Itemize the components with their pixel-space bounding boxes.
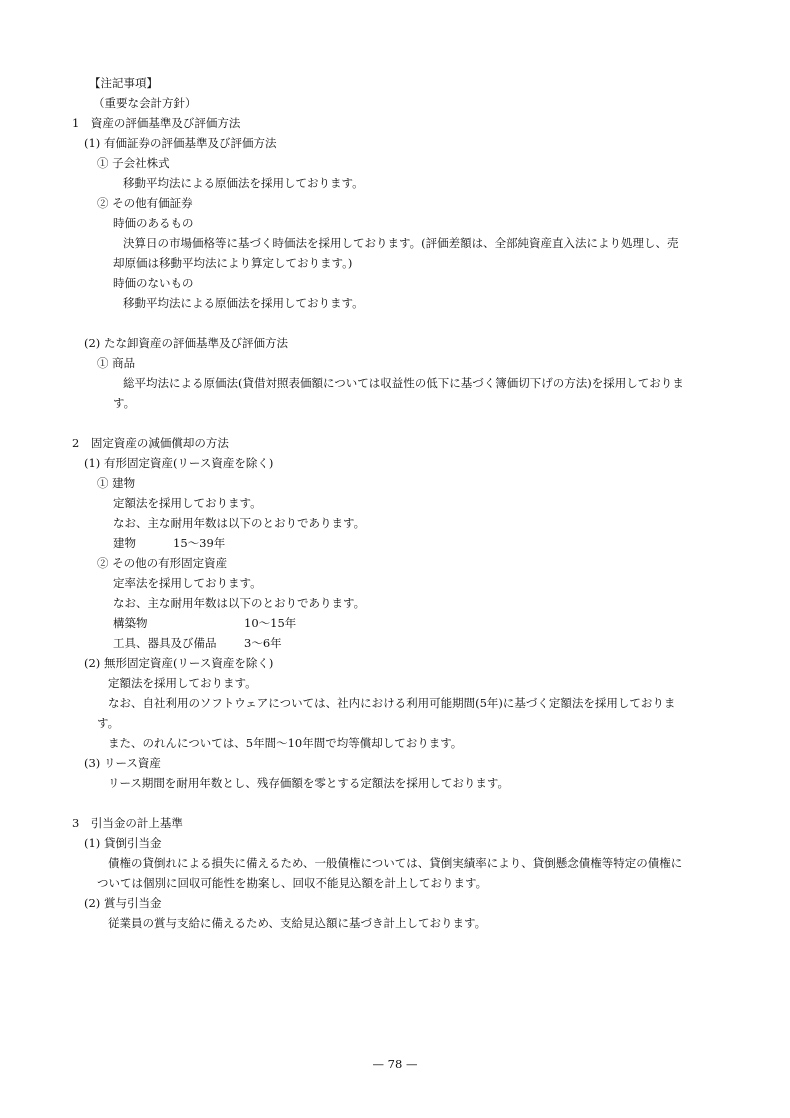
body-text: また、のれんについては、5年間〜10年間で均等償却しております。 [108, 736, 463, 750]
subsubitem-heading: ② その他の有形固定資産 [97, 556, 228, 570]
notes-heading: 【注記事項】 [89, 76, 158, 90]
subitem-heading: (2) 無形固定資産(リース資産を除く) [84, 656, 274, 670]
body-text: 却原価は移動平均法により算定しております。) [113, 256, 353, 270]
subitem-heading: (2) 賞与引当金 [84, 896, 162, 910]
useful-life-value: 10〜15年 [244, 616, 297, 630]
body-text: 定額法を採用しております。 [108, 676, 257, 690]
subsubitem-heading: ① 子会社株式 [97, 156, 170, 170]
body-text: なお、主な耐用年数は以下のとおりであります。 [113, 596, 366, 610]
body-text: 時価のないもの [113, 276, 194, 290]
subitem-heading: (1) 貸倒引当金 [84, 836, 162, 850]
body-text: 定額法を採用しております。 [113, 496, 262, 510]
body-text: 従業員の賞与支給に備えるため、支給見込額に基づき計上しております。 [108, 916, 487, 930]
body-text: 総平均法による原価法(貸借対照表価額については収益性の低下に基づく簿価切下げの方法)を採用しておりま [123, 376, 684, 390]
body-text: 債権の貸倒れによる損失に備えるため、一般債権については、貸倒実績率により、貸倒懸念債権等特定の債権に [108, 856, 683, 870]
item-2-heading: 2 固定資産の減価償却の方法 [72, 436, 229, 450]
subsubitem-heading: ① 建物 [97, 476, 136, 490]
useful-life-label: 建物 [113, 536, 136, 550]
body-text: す。 [97, 716, 120, 730]
section-heading: （重要な会計方針） [93, 96, 197, 110]
useful-life-label: 構築物 [113, 616, 148, 630]
subitem-heading: (1) 有価証券の評価基準及び評価方法 [84, 136, 277, 150]
useful-life-value: 3〜6年 [244, 636, 282, 650]
useful-life-value: 15〜39年 [173, 536, 226, 550]
body-text: 時価のあるもの [113, 216, 194, 230]
body-text: 移動平均法による原価法を採用しております。 [123, 176, 364, 190]
subitem-heading: (3) リース資産 [84, 756, 161, 770]
body-text: す。 [113, 396, 136, 410]
body-text: 移動平均法による原価法を採用しております。 [123, 296, 364, 310]
body-text: リース期間を耐用年数とし、残存価額を零とする定額法を採用しております。 [108, 776, 510, 790]
useful-life-label: 工具、器具及び備品 [113, 636, 217, 650]
subsubitem-heading: ① 商品 [97, 356, 136, 370]
body-text: 定率法を採用しております。 [113, 576, 262, 590]
page-number: — 78 — [372, 1057, 418, 1071]
body-text: なお、主な耐用年数は以下のとおりであります。 [113, 516, 366, 530]
body-text: ついては個別に回収可能性を勘案し、回収不能見込額を計上しております。 [97, 876, 488, 890]
item-3-heading: 3 引当金の計上基準 [72, 816, 183, 830]
subsubitem-heading: ② その他有価証券 [97, 196, 193, 210]
item-1-heading: 1 資産の評価基準及び評価方法 [72, 116, 241, 130]
subitem-heading: (1) 有形固定資産(リース資産を除く) [84, 456, 274, 470]
body-text: なお、自社利用のソフトウェアについては、社内における利用可能期間(5年)に基づく定額法を採用しておりま [108, 696, 676, 710]
body-text: 決算日の市場価格等に基づく時価法を採用しております。(評価差額は、全部純資産直入法により処理し、売 [123, 236, 679, 250]
subitem-heading: (2) たな卸資産の評価基準及び評価方法 [84, 336, 288, 350]
